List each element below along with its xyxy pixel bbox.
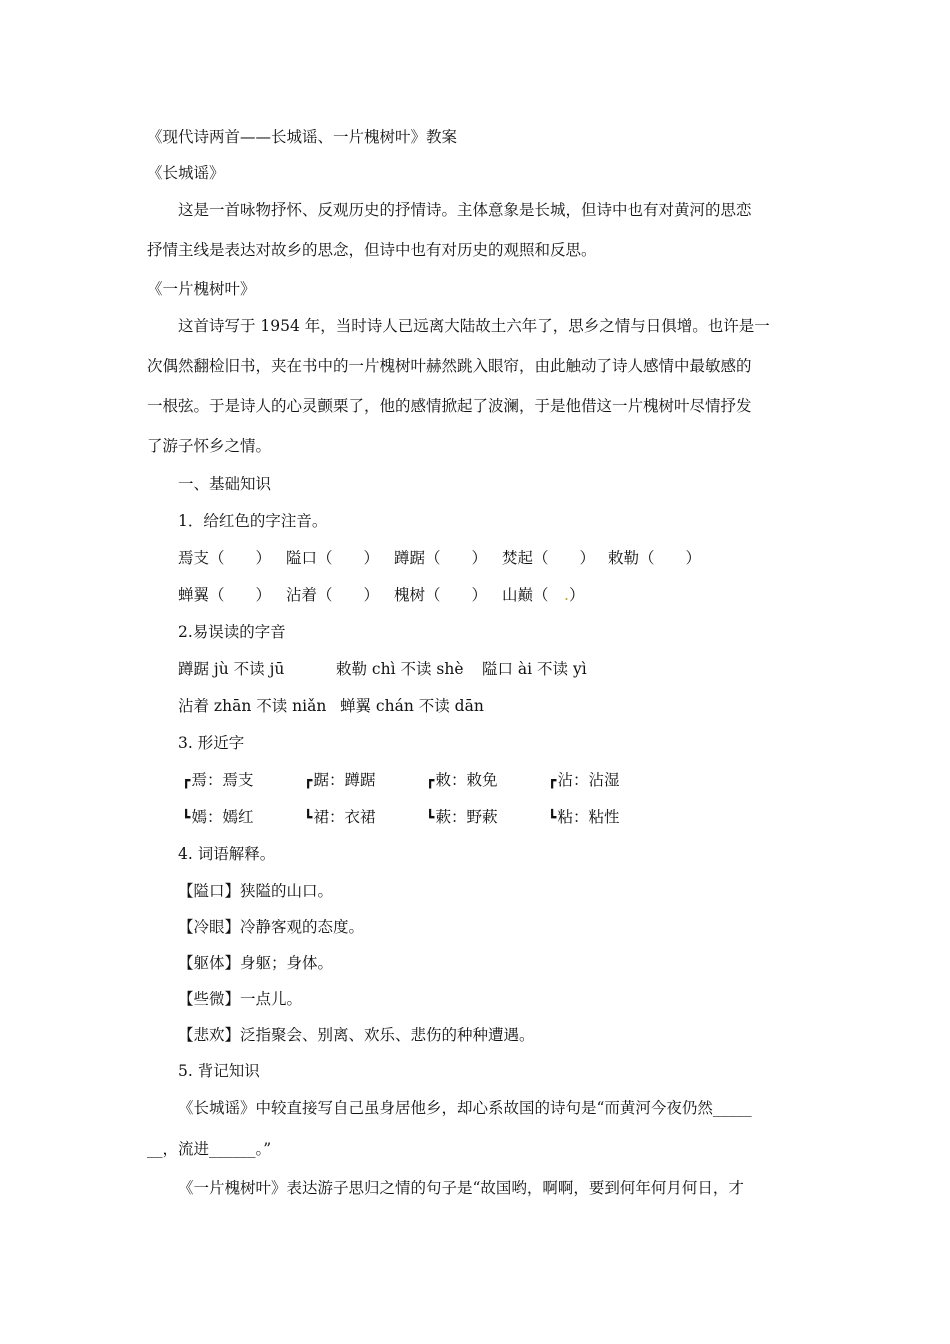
paragraph-line: 抒情主线是表达对故乡的思念，但诗中也有对历史的观照和反思。 — [147, 241, 597, 259]
similar-char-pair: ┗裙：衣裙 — [304, 808, 376, 826]
q3-heading: 3. 形近字 — [178, 734, 245, 752]
basics-heading: 一、基础知识 — [178, 475, 272, 493]
stray-dot: . — [564, 586, 569, 604]
similar-char-pair: ┗粘：粘性 — [548, 808, 620, 826]
pinyin-blank: 蝉翼（ ） — [178, 586, 272, 604]
pinyin-blank: 沾着（ ） — [286, 586, 380, 604]
q1-heading: 1．给红色的字注音。 — [178, 512, 328, 530]
similar-char-pair: ┗蔌：野蔌 — [426, 808, 498, 826]
bracket-bottom: ┗ — [548, 810, 557, 826]
pronunciation-note: 敕勒 chì 不读 shè — [336, 660, 464, 678]
similar-char-pair: ┏焉：焉支 — [182, 771, 254, 789]
paragraph-line: 《长城谣》中较直接写自己虽身居他乡，却心系故国的诗句是“而黄河今夜仍然_____ — [178, 1099, 752, 1117]
similar-char-pair: ┏沾：沾湿 — [548, 771, 620, 789]
bracket-top: ┏ — [304, 773, 313, 789]
bracket-bottom: ┗ — [426, 810, 435, 826]
pinyin-blank: 槐树（ ） — [394, 586, 488, 604]
bracket-bottom: ┗ — [304, 810, 313, 826]
section-heading-changchengyao: 《长城谣》 — [147, 164, 225, 182]
pinyin-blank: 蹲踞（ ） — [394, 549, 488, 567]
pronunciation-note: 隘口 ài 不读 yì — [482, 660, 587, 678]
similar-char-pair: ┏踞：蹲踞 — [304, 771, 376, 789]
bracket-top: ┏ — [426, 773, 435, 789]
pronunciation-note: 蝉翼 chán 不读 dān — [340, 697, 484, 715]
pinyin-blank: 隘口（ ） — [286, 549, 380, 567]
pronunciation-note: 蹲踞 jù 不读 jū — [178, 660, 285, 678]
paragraph-line: 一根弦。于是诗人的心灵颤栗了，他的感情掀起了波澜，于是他借这一片槐树叶尽情抒发 — [147, 397, 752, 415]
bracket-top: ┏ — [182, 773, 191, 789]
pinyin-blank — [502, 584, 584, 606]
document-title: 《现代诗两首——长城谣、一片槐树叶》教案 — [147, 128, 458, 146]
definition-item: 【悲欢】泛指聚会、别离、欢乐、悲伤的种种遭遇。 — [178, 1026, 535, 1044]
paragraph-line: 《一片槐树叶》表达游子思归之情的句子是“故国哟，啊啊，要到何年何月何日，才 — [178, 1179, 744, 1197]
similar-char-pair: ┏敕：敕免 — [426, 771, 498, 789]
paragraph-line: 这是一首咏物抒怀、反观历史的抒情诗。主体意象是长城，但诗中也有对黄河的思恋 — [178, 201, 752, 219]
pinyin-blank: 焚起（ ） — [502, 549, 596, 567]
section-heading-huaishuye: 《一片槐树叶》 — [147, 280, 256, 298]
bracket-top: ┏ — [548, 773, 557, 789]
paragraph-line: 了游子怀乡之情。 — [147, 437, 272, 455]
definition-item: 【些微】一点儿。 — [178, 990, 303, 1008]
pronunciation-note: 沾着 zhān 不读 niǎn — [178, 697, 327, 715]
q5-heading: 5. 背记知识 — [178, 1062, 260, 1080]
pinyin-blank: 焉支（ ） — [178, 549, 272, 567]
paragraph-line: 这首诗写于 1954 年，当时诗人已远离大陆故土六年了，思乡之情与日俱增。也许是一 — [178, 317, 770, 335]
pinyin-blank-text: 山巅（ — [502, 586, 565, 604]
pinyin-blank: 敕勒（ ） — [608, 549, 702, 567]
definition-item: 【冷眼】冷静客观的态度。 — [178, 918, 365, 936]
definition-item: 【躯体】身躯；身体。 — [178, 954, 334, 972]
q4-heading: 4. 词语解释。 — [178, 845, 276, 863]
bracket-bottom: ┗ — [182, 810, 191, 826]
paragraph-line: __，流进______。” — [147, 1140, 272, 1158]
similar-char-pair: ┗嫣：嫣红 — [182, 808, 254, 826]
paragraph-line: 次偶然翻检旧书，夹在书中的一片槐树叶赫然跳入眼帘，由此触动了诗人感情中最敏感的 — [147, 357, 752, 375]
definition-item: 【隘口】狭隘的山口。 — [178, 882, 334, 900]
q2-heading: 2.易误读的字音 — [178, 623, 286, 641]
closing-paren: ） — [568, 586, 585, 604]
